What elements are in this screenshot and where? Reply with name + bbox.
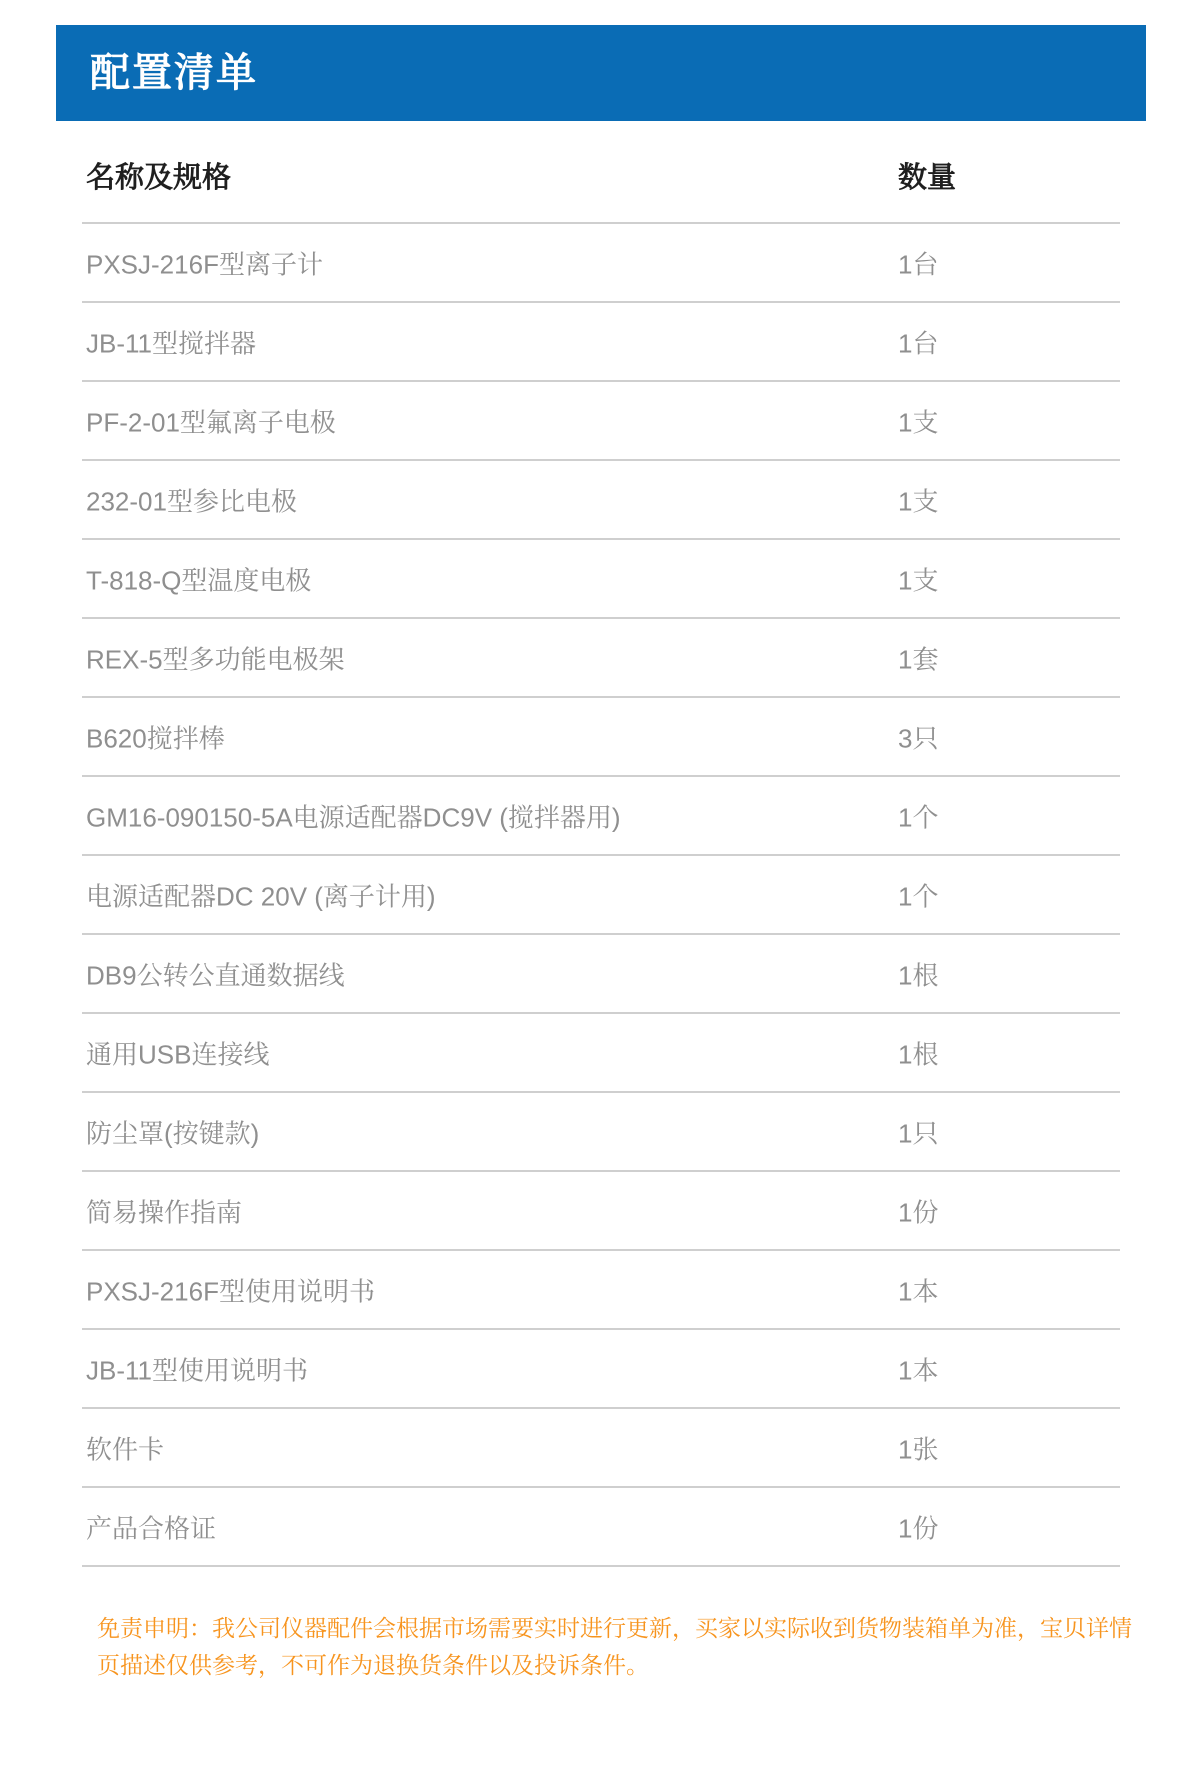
item-qty-cell: 1份 xyxy=(898,1513,939,1543)
table-row xyxy=(82,461,1120,540)
table-header-row xyxy=(82,121,1120,224)
table-row xyxy=(82,935,1120,1014)
item-qty-cell: 1只 xyxy=(898,1118,939,1148)
table-row xyxy=(82,540,1120,619)
table-row xyxy=(82,303,1120,382)
column-header-qty: 数量 xyxy=(898,162,957,194)
item-qty-cell: 1套 xyxy=(898,644,939,674)
item-name-cell: PF-2-01型氟离子电极 xyxy=(86,407,336,437)
item-qty-cell: 1支 xyxy=(898,407,939,437)
item-qty-cell: 1本 xyxy=(898,1355,939,1385)
item-name-cell: DB9公转公直通数据线 xyxy=(86,960,345,990)
item-name-cell: 232-01型参比电极 xyxy=(86,486,297,516)
item-name-cell: 通用USB连接线 xyxy=(86,1039,270,1069)
item-qty-cell: 1本 xyxy=(898,1276,939,1306)
item-qty-cell: 1台 xyxy=(898,328,939,358)
table-row xyxy=(82,1251,1120,1330)
disclaimer-text: 免责申明：我公司仪器配件会根据市场需要实时进行更新，买家以实际收到货物装箱单为准，宝贝详情页描述仅供参考，不可作为退换货条件以及投诉条件。 xyxy=(97,1615,1132,1678)
table-row xyxy=(82,698,1120,777)
table-row xyxy=(82,1409,1120,1488)
item-name-cell: 防尘罩(按键款) xyxy=(86,1118,260,1148)
section-title: 配置清单 xyxy=(90,51,258,95)
table-row xyxy=(82,777,1120,856)
item-name-cell: JB-11型使用说明书 xyxy=(86,1355,308,1385)
table-row xyxy=(82,1488,1120,1567)
item-qty-cell: 1支 xyxy=(898,486,939,516)
item-name-cell: T-818-Q型温度电极 xyxy=(86,565,312,595)
item-qty-cell: 1个 xyxy=(898,802,939,832)
table-body xyxy=(82,224,1120,1567)
table-row xyxy=(82,1330,1120,1409)
item-name-cell: GM16-090150-5A电源适配器DC9V (搅拌器用) xyxy=(86,802,621,832)
table-row xyxy=(82,1172,1120,1251)
item-name-cell: 软件卡 xyxy=(86,1434,165,1464)
item-name-cell: REX-5型多功能电极架 xyxy=(86,644,345,674)
item-name-cell: 电源适配器DC 20V (离子计用) xyxy=(86,881,436,911)
table-row xyxy=(82,1093,1120,1172)
item-name-cell: 产品合格证 xyxy=(86,1513,217,1543)
column-header-name: 名称及规格 xyxy=(86,162,232,194)
item-name-cell: PXSJ-216F型使用说明书 xyxy=(86,1276,375,1306)
config-table xyxy=(82,121,1120,1567)
item-qty-cell: 1个 xyxy=(898,881,939,911)
item-qty-cell: 1张 xyxy=(898,1434,939,1464)
item-qty-cell: 1份 xyxy=(898,1197,939,1227)
item-name-cell: JB-11型搅拌器 xyxy=(86,328,256,358)
item-qty-cell: 1根 xyxy=(898,960,939,990)
item-name-cell: 简易操作指南 xyxy=(86,1197,243,1227)
table-row xyxy=(82,224,1120,303)
item-name-cell: B620搅拌棒 xyxy=(86,723,225,753)
item-name-cell: PXSJ-216F型离子计 xyxy=(86,249,323,279)
table-row xyxy=(82,856,1120,935)
item-qty-cell: 3只 xyxy=(898,723,939,753)
item-qty-cell: 1支 xyxy=(898,565,939,595)
table-row xyxy=(82,1014,1120,1093)
table-row xyxy=(82,619,1120,698)
item-qty-cell: 1台 xyxy=(898,249,939,279)
item-qty-cell: 1根 xyxy=(898,1039,939,1069)
section-title-bar xyxy=(56,25,1146,121)
table-row xyxy=(82,382,1120,461)
